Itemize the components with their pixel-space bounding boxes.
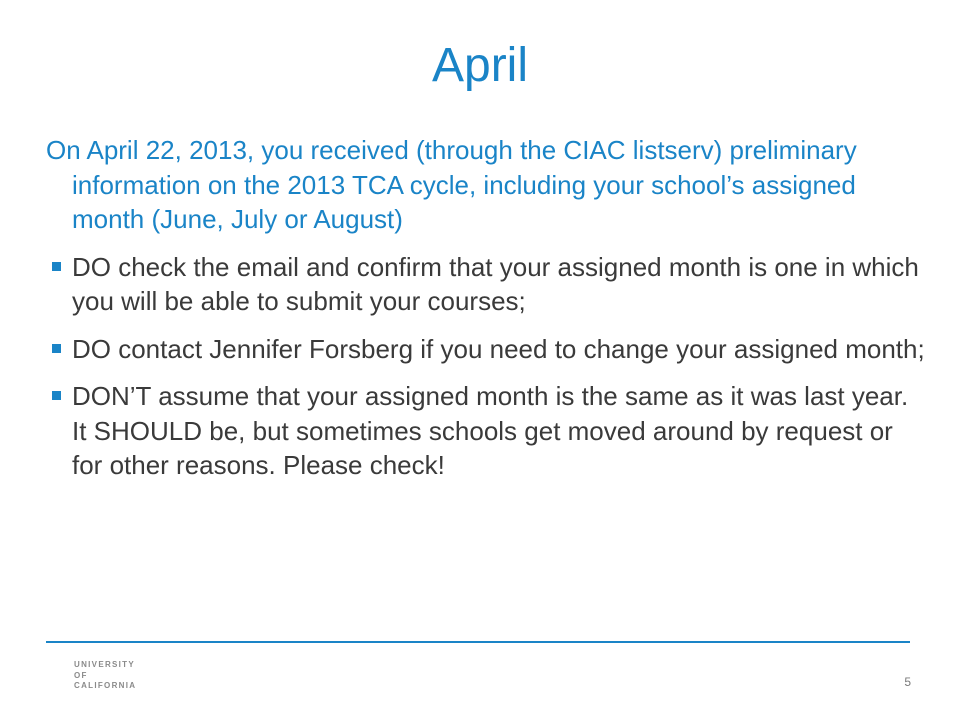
slide-title: April	[431, 39, 529, 92]
bullet-item	[46, 379, 926, 483]
university-logo	[74, 660, 136, 692]
bullet-item	[46, 332, 926, 367]
logo-line: UNIVERSITY	[74, 660, 136, 669]
square-bullet-icon	[52, 344, 61, 353]
page-number: 5	[904, 675, 911, 689]
intro-paragraph: On April 22, 2013, you received (through the CIAC listserv) preliminary information on the 2013 TCA cycle, including your school’s assigned month (June, July or August)	[46, 135, 857, 234]
bullet-text: DO contact Jennifer Forsberg if you need to change your assigned month;	[72, 333, 925, 364]
logo-line: CALIFORNIA	[74, 681, 137, 690]
footer-divider	[46, 641, 910, 643]
square-bullet-icon	[52, 391, 61, 400]
bullet-list	[46, 250, 926, 483]
logo-line: OF	[74, 670, 88, 680]
slide-body	[46, 133, 926, 496]
bullet-text: DO check the email and confirm that your assigned month is one in which you will be able to submit your courses;	[72, 251, 919, 316]
bullet-item	[46, 250, 926, 319]
square-bullet-icon	[52, 262, 61, 271]
bullet-text: DON’T assume that your assigned month is the same as it was last year. It SHOULD be, but sometimes schools get moved around by request or for other reasons. Please check!	[72, 381, 909, 480]
